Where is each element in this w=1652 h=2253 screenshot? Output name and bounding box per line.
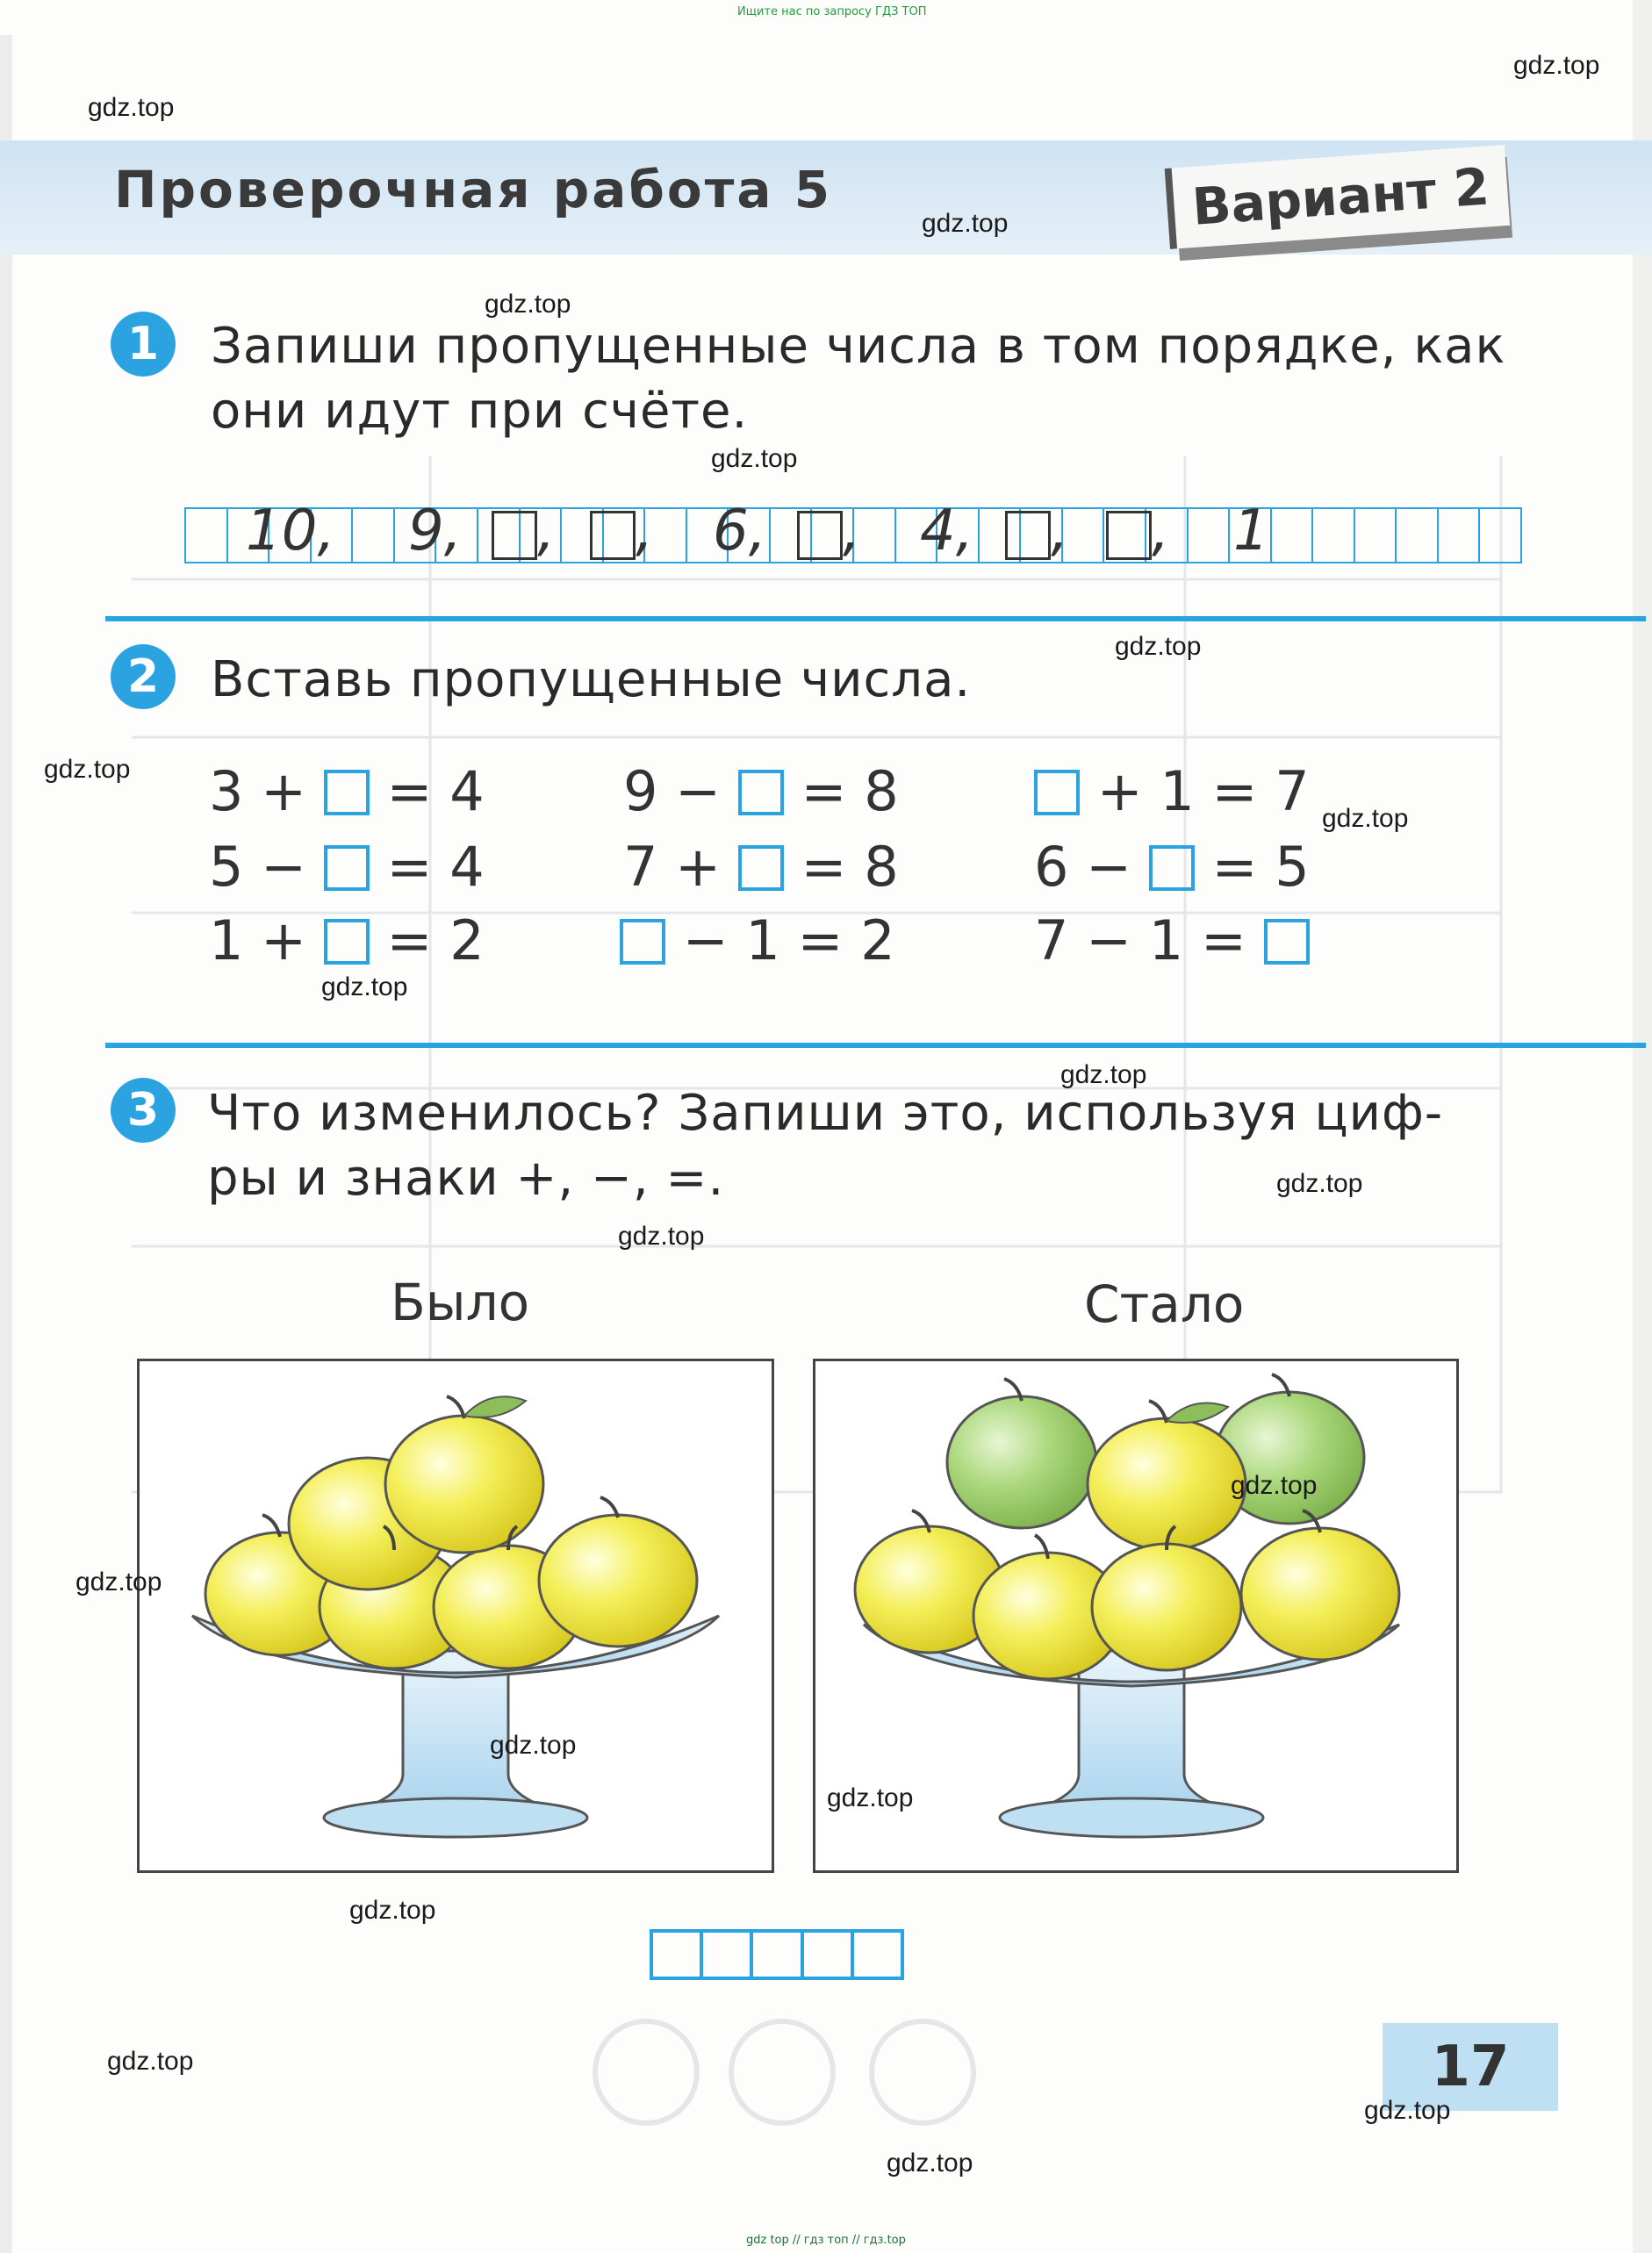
seq-item: 10, <box>246 499 335 563</box>
smile-face-icon <box>869 2019 976 2126</box>
answer-box[interactable] <box>324 770 370 815</box>
answer-box[interactable] <box>324 845 370 891</box>
task-1-number: 1 <box>111 312 176 377</box>
seq-comma: , <box>1051 499 1069 563</box>
watermark: gdz.top <box>1322 804 1409 833</box>
watermark: gdz.top <box>827 1783 914 1812</box>
sad-face-icon <box>593 2019 700 2126</box>
answer-box[interactable] <box>738 770 784 815</box>
watermark: gdz.top <box>349 1896 436 1925</box>
answer-box[interactable] <box>620 919 665 965</box>
equation <box>209 906 485 976</box>
watermark: gdz.top <box>1364 2096 1451 2125</box>
variant-label: Вариант 2 <box>1165 145 1510 249</box>
watermark: gdz.top <box>490 1731 577 1760</box>
page-edge-right <box>1633 0 1652 2253</box>
seq-comma: , <box>537 499 556 563</box>
watermark: gdz.top <box>88 93 175 122</box>
page-number: 17 <box>1383 2023 1558 2111</box>
watermark: gdz.top <box>922 209 1009 238</box>
task-3-text-line2: ры и знаки +, −, =. <box>207 1150 725 1207</box>
eq-left: 9 − <box>623 759 722 823</box>
answer-box[interactable] <box>1034 770 1080 815</box>
equation <box>209 832 485 902</box>
eq-left: 7 − 1 = <box>1034 908 1246 972</box>
eq-left: 6 − <box>1034 835 1132 899</box>
fruit-bowl-before-illustration <box>140 1361 772 1870</box>
watermark: gdz.top <box>1231 1471 1318 1500</box>
task-3-answer-grid[interactable] <box>650 1929 904 1980</box>
task-2-text: Вставь пропущенные числа. <box>211 651 972 708</box>
seq-comma: , <box>636 499 654 563</box>
eq-left: 5 − <box>209 835 307 899</box>
watermark: gdz.top <box>1115 632 1202 661</box>
equation <box>1034 906 1310 976</box>
watermark: gdz.top <box>887 2149 973 2178</box>
eq-right: = 8 <box>801 835 899 899</box>
watermark: gdz.top <box>44 755 131 784</box>
answer-box[interactable] <box>1149 845 1195 891</box>
task-3-number: 3 <box>111 1078 176 1143</box>
after-label: Стало <box>1084 1274 1245 1334</box>
eq-right: = 2 <box>386 908 485 972</box>
seq-blank-box[interactable] <box>1106 511 1152 560</box>
page-title: Проверочная работа 5 <box>114 160 833 219</box>
bottom-note: gdz top // гдз топ // гдз.top <box>746 2234 906 2247</box>
eq-left: 7 + <box>623 835 722 899</box>
before-label: Было <box>391 1273 530 1332</box>
answer-box[interactable] <box>738 845 784 891</box>
answer-box[interactable] <box>324 919 370 965</box>
seq-blank-box[interactable] <box>590 511 636 560</box>
seq-item: 9, <box>408 499 463 563</box>
equation <box>620 906 895 976</box>
watermark: gdz.top <box>485 290 571 319</box>
seq-blank-box[interactable] <box>492 511 537 560</box>
eq-right: = 4 <box>386 835 485 899</box>
equation <box>209 757 485 827</box>
equation <box>623 832 899 902</box>
watermark: gdz.top <box>1060 1060 1147 1089</box>
eq-right: − 1 = 2 <box>682 908 895 972</box>
task-1-text-line1: Запиши пропущенные числа в том порядке, как <box>211 318 1506 375</box>
watermark: gdz.top <box>1513 51 1600 80</box>
seq-item: 4, <box>920 499 974 563</box>
task-3-text-line1: Что изменилось? Запиши это, используя циф- <box>207 1085 1444 1142</box>
eq-right: = 5 <box>1211 835 1310 899</box>
neutral-face-icon <box>729 2019 836 2126</box>
seq-blank-box[interactable] <box>1005 511 1051 560</box>
task-2-number: 2 <box>111 644 176 709</box>
answer-box[interactable] <box>1264 919 1310 965</box>
page-edge <box>0 35 12 2253</box>
watermark: gdz.top <box>618 1222 705 1251</box>
watermark: gdz.top <box>107 2047 194 2076</box>
seq-item: 1 <box>1233 499 1269 563</box>
eq-right: = 8 <box>801 759 899 823</box>
equation <box>1034 832 1310 902</box>
eq-right: = 4 <box>386 759 485 823</box>
eq-left: 1 + <box>209 908 307 972</box>
seq-blank-box[interactable] <box>797 511 843 560</box>
equation <box>623 757 899 827</box>
watermark: gdz.top <box>711 444 798 473</box>
equation <box>1034 757 1310 827</box>
task-1-text-line2: они идут при счёте. <box>211 383 749 440</box>
task-1-sequence <box>184 499 1519 569</box>
watermark: gdz.top <box>1276 1169 1363 1198</box>
before-picture-frame <box>137 1359 774 1873</box>
seq-comma: , <box>843 499 861 563</box>
watermark: gdz.top <box>75 1568 162 1596</box>
eq-left: 3 + <box>209 759 307 823</box>
divider-2 <box>105 1043 1646 1048</box>
seq-item: 6, <box>713 499 767 563</box>
divider-1 <box>105 616 1646 621</box>
seq-comma: , <box>1152 499 1170 563</box>
watermark: gdz.top <box>321 972 408 1001</box>
eq-right: + 1 = 7 <box>1096 759 1310 823</box>
top-note: Ищите нас по запросу ГДЗ ТОП <box>737 5 927 18</box>
